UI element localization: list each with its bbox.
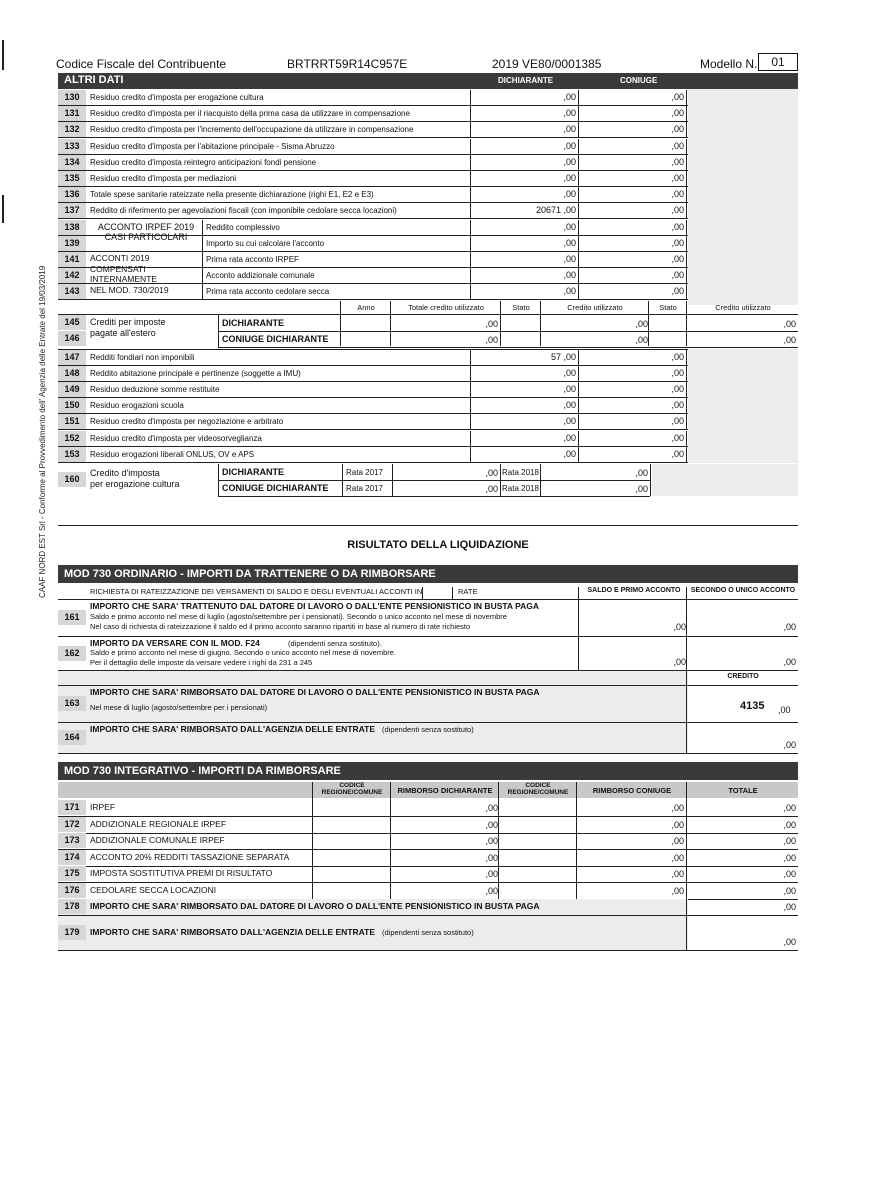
- row-number: 153: [58, 447, 86, 462]
- ce-who: DICHIARANTE: [222, 317, 284, 328]
- col-divider: [540, 301, 541, 346]
- col-divider: [686, 155, 687, 171]
- rata-label: Rata 2018: [502, 468, 539, 477]
- crediti-col-header: Anno: [357, 302, 375, 312]
- ce-credito1: ,00: [635, 318, 648, 329]
- rimb-con-value: ,00: [671, 885, 684, 896]
- integrativo-header: MOD 730 INTEGRATIVO - IMPORTI DA RIMBORSARE: [58, 762, 798, 780]
- row-label: Residuo credito d'imposta reintegro anticipazioni fondi pensione: [90, 157, 317, 167]
- col-divider: [390, 782, 391, 899]
- dichiarante-value: ,00: [563, 124, 576, 135]
- ce-totale: ,00: [485, 318, 498, 329]
- row-label: Residuo credito d'imposta per videosorveglianza: [90, 433, 262, 443]
- col-divider: [686, 431, 687, 447]
- col-divider: [392, 464, 393, 496]
- col-divider: [390, 301, 391, 346]
- data-row: [58, 398, 688, 414]
- risultato-title: RISULTATO DELLA LIQUIDAZIONE: [347, 539, 529, 551]
- col-divider: [540, 464, 541, 496]
- coniuge-value: ,00: [671, 92, 684, 102]
- data-row: [58, 106, 688, 122]
- row-number: 135: [58, 171, 86, 186]
- col-divider: [686, 284, 687, 300]
- altri-dati-title: ALTRI DATI: [64, 74, 124, 86]
- rata-label: Rata 2018: [502, 484, 539, 493]
- row-number: 145: [58, 315, 86, 330]
- codice-fiscale: BRTRRT59R14C957E: [287, 57, 408, 71]
- row-title: IMPORTO CHE SARA' TRATTENUTO DAL DATORE DI LAVORO O DALL'ENTE PENSIONISTICO IN BUSTA PAGA: [90, 601, 540, 611]
- ordinario-header: MOD 730 ORDINARIO - IMPORTI DA TRATTENERE O DA RIMBORSARE: [58, 565, 798, 583]
- separator: [58, 525, 798, 526]
- col-divider: [576, 782, 577, 899]
- rimb-dich-value: ,00: [485, 885, 498, 896]
- modello-label: Modello N.: [700, 57, 758, 71]
- row-number: 162: [58, 646, 86, 661]
- row-detail: Nel mese di luglio (agosto/settembre per i pensionati): [90, 703, 268, 712]
- dichiarante-value: ,00: [563, 221, 576, 232]
- pratica-number: 2019 VE80/0001385: [492, 57, 602, 71]
- col-divider: [202, 220, 203, 236]
- coniuge-value: ,00: [671, 108, 684, 119]
- scan-mark: [2, 195, 4, 223]
- row-number: 150: [58, 398, 86, 413]
- int-row-label: ADDIZIONALE REGIONALE IRPEF: [90, 818, 227, 829]
- row-label: Acconto addizionale comunale: [206, 271, 315, 281]
- col-divider: [686, 587, 687, 670]
- row-label: Totale spese sanitarie rateizzate nella presente dichiarazione (righi E1, E2 e E3): [90, 190, 374, 200]
- row-line: [58, 636, 798, 637]
- cultura-who: CONIUGE DICHIARANTE: [222, 483, 329, 493]
- col-divider: [686, 782, 687, 899]
- coniuge-value: ,00: [671, 156, 684, 167]
- col-divider: [686, 122, 687, 138]
- row-number: 147: [58, 350, 86, 365]
- data-row: [58, 268, 688, 284]
- row-label: Prima rata acconto cedolare secca: [206, 287, 330, 297]
- dichiarante-value: 20671 ,00: [535, 205, 576, 216]
- rata-value: ,00: [635, 468, 648, 478]
- data-row: [58, 366, 688, 382]
- rimb-dich-header: RIMBORSO DICHIARANTE: [397, 786, 493, 795]
- regione-header: REGIONE/COMUNE: [321, 789, 383, 796]
- col-divider: [500, 301, 501, 346]
- dichiarante-value: ,00: [563, 384, 576, 394]
- cultura-who: DICHIARANTE: [222, 467, 284, 477]
- row-number: 171: [58, 800, 86, 815]
- row-number: 160: [58, 472, 86, 487]
- row-number: 130: [58, 90, 86, 105]
- row-label: Residuo deduzione somme restituite: [90, 385, 220, 394]
- ce-credito2: ,00: [783, 335, 796, 346]
- row-label: Reddito di riferimento per agevolazioni fiscali (con imponibile cedolare secca locazioni): [90, 206, 397, 216]
- col-divider: [650, 464, 651, 496]
- data-row: [58, 382, 688, 398]
- coniuge-value: ,00: [671, 140, 684, 151]
- row-number: 164: [58, 730, 86, 745]
- codice-header: CODICE: [525, 782, 551, 789]
- row-number: 138: [58, 220, 86, 235]
- row-number: 132: [58, 122, 86, 137]
- col-divider: [340, 301, 341, 346]
- rimb-con-value: ,00: [671, 836, 684, 846]
- rimb-dich-value: ,00: [485, 803, 498, 813]
- row-title: IMPORTO CHE SARA' RIMBORSATO DALL'AGENZIA DELLE ENTRATE: [90, 927, 376, 937]
- data-row: [58, 220, 688, 236]
- coniuge-value: ,00: [671, 448, 684, 459]
- saldo-value: ,00: [673, 622, 686, 632]
- cultura-label: per erogazione cultura: [90, 479, 180, 489]
- row-number: 139: [58, 236, 86, 251]
- data-row: [58, 90, 688, 106]
- totale-value: ,00: [783, 869, 796, 879]
- int-row-label: IRPEF: [90, 802, 116, 812]
- row-label: Reddito abitazione principale e pertinenze (soggette a IMU): [90, 368, 301, 378]
- row-label: Residuo credito d'imposta per negoziazione e arbitrato: [90, 417, 284, 427]
- modello-number: 01: [758, 53, 798, 71]
- coniuge-value: ,00: [671, 286, 684, 297]
- rimb-dich-value: ,00: [485, 819, 498, 830]
- data-row: [58, 236, 688, 252]
- int-row-label: CEDOLARE SECCA LOCAZIONI: [90, 884, 217, 895]
- int-row-label: ADDIZIONALE COMUNALE IRPEF: [90, 835, 225, 845]
- col-divider: [686, 139, 687, 155]
- ce-credito1: ,00: [635, 335, 648, 346]
- shaded-area: [652, 464, 798, 496]
- data-row: [58, 431, 688, 447]
- row-number: 134: [58, 155, 86, 170]
- dichiarante-value: ,00: [563, 270, 576, 281]
- data-row: [58, 252, 688, 268]
- rimb-con-value: ,00: [671, 803, 684, 813]
- cultura-label: Credito d'imposta: [90, 468, 160, 478]
- row-label: Residuo credito d'imposta per l'abitazione principale - Sisma Abruzzo: [90, 141, 335, 151]
- dichiarante-value: ,00: [563, 400, 576, 411]
- cf-label: Codice Fiscale del Contribuente: [56, 57, 227, 71]
- row-label: Residuo credito d'imposta per il riacquisto della prima casa da utilizzare in compensazione: [90, 109, 410, 119]
- row-number: 174: [58, 850, 86, 865]
- col-divider: [686, 414, 687, 430]
- row-number: 136: [58, 187, 86, 202]
- credito-header: CREDITO: [727, 673, 759, 680]
- rimb-dich-value: ,00: [485, 836, 498, 846]
- col-divider: [218, 464, 219, 496]
- totale-value: ,00: [783, 852, 796, 863]
- crediti-col-header: Stato: [659, 302, 677, 312]
- row-note: (dipendenti senza sostituto): [382, 725, 474, 734]
- acconti-title: INTERNAMENTE: [90, 274, 158, 284]
- dichiarante-value: ,00: [563, 367, 576, 378]
- crediti-col-header: Credito utilizzato: [715, 302, 771, 312]
- coniuge-value: ,00: [671, 367, 684, 378]
- row-number: 179: [58, 925, 86, 940]
- data-row: [58, 350, 688, 366]
- crediti-col-header: Totale credito utilizzato: [408, 302, 484, 312]
- coniuge-value: ,00: [671, 351, 684, 362]
- altri-dati-header: [58, 73, 798, 89]
- dichiarante-value: ,00: [563, 173, 576, 183]
- rata-label: Rata 2017: [346, 468, 383, 477]
- coniuge-value: ,00: [671, 416, 684, 427]
- data-row: [58, 122, 688, 138]
- col-divider: [686, 203, 687, 219]
- col-divider: [686, 252, 687, 268]
- row-number: 133: [58, 139, 86, 154]
- row-number: 149: [58, 382, 86, 397]
- coniuge-value: ,00: [671, 432, 684, 443]
- totale-value: ,00: [783, 803, 796, 813]
- row-detail: Per il dettaglio delle imposte da versare vedere i righi da 231 a 245: [90, 658, 313, 667]
- col-divider: [202, 236, 203, 252]
- col-divider: [686, 671, 687, 753]
- saldo-header: SALDO E PRIMO ACCONTO: [587, 587, 681, 594]
- coniuge-value: ,00: [671, 270, 684, 281]
- dichiarante-value: ,00: [563, 432, 576, 443]
- rateizzazione-label: RICHIESTA DI RATEIZZAZIONE DEI VERSAMENTI DI SALDO E DEGLI EVENTUALI ACCONTI IN: [90, 587, 423, 596]
- col-divider: [202, 252, 203, 268]
- row-note: (dipendenti senza sostituto): [382, 928, 474, 937]
- dichiarante-value: ,00: [563, 156, 576, 167]
- ce-credito2: ,00: [783, 318, 796, 329]
- dichiarante-value: 57 ,00: [550, 351, 576, 362]
- totale-header: TOTALE: [728, 786, 758, 795]
- rimb-con-value: ,00: [671, 852, 684, 863]
- saldo-value: ,00: [673, 657, 686, 667]
- col-divider: [686, 366, 687, 382]
- dichiarante-value: ,00: [563, 189, 576, 200]
- dichiarante-value: ,00: [563, 286, 576, 297]
- row-title: IMPORTO CHE SARA' RIMBORSATO DAL DATORE DI LAVORO O DALL'ENTE PENSIONISTICO IN BUSTA PAGA: [90, 687, 540, 697]
- coniuge-value: ,00: [671, 237, 684, 248]
- col-divider: [686, 236, 687, 252]
- totale-value: ,00: [783, 819, 796, 830]
- dichiarante-value: ,00: [563, 108, 576, 119]
- data-row: [58, 203, 688, 219]
- data-row: [58, 414, 688, 430]
- row-label: Residuo credito d'imposta per erogazione cultura: [90, 93, 264, 102]
- row-label: Prima rata acconto IRPEF: [206, 255, 299, 264]
- col-divider: [202, 268, 203, 284]
- dichiarante-value: ,00: [563, 416, 576, 427]
- row-detail: Nel caso di richiesta di rateizzazione il saldo ed il primo acconto saranno ripartiti in base al numero di rate richiesto: [90, 622, 471, 631]
- dichiarante-value: ,00: [563, 254, 576, 264]
- row-note: (dipendenti senza sostituto).: [288, 639, 382, 648]
- col-divider: [686, 171, 687, 187]
- row-number: 141: [58, 252, 86, 267]
- col-divider: [500, 464, 501, 496]
- crediti-col-header: Credito utilizzato: [567, 302, 623, 312]
- col-divider: [686, 398, 687, 414]
- rimborso-value: ,00: [783, 902, 796, 912]
- coniuge-value: ,00: [671, 189, 684, 200]
- row-label: Residuo credito d'imposta per mediazioni: [90, 174, 237, 183]
- secondo-value: ,00: [783, 657, 796, 667]
- rimb-con-value: ,00: [671, 819, 684, 830]
- row-number: 137: [58, 203, 86, 218]
- int-row-label: ACCONTO 20% REDDITI TASSAZIONE SEPARATA: [90, 851, 290, 862]
- secondo-header: SECONDO O UNICO ACCONTO: [690, 587, 796, 594]
- rimb-dich-value: ,00: [485, 869, 498, 879]
- row-label: Importo su cui calcolare l'acconto: [206, 238, 325, 248]
- totale-value: ,00: [783, 836, 796, 846]
- col-divider: [686, 350, 687, 366]
- row-number: 151: [58, 414, 86, 429]
- rata-label: Rata 2017: [346, 484, 383, 493]
- row-line: [58, 950, 798, 951]
- row-label: Residuo credito d'imposta per l'incremento dell'occupazione da utilizzare in compensazione: [90, 125, 414, 135]
- coniuge-value: ,00: [671, 221, 684, 232]
- crediti-label: Crediti per imposte: [90, 316, 166, 327]
- row-title: IMPORTO CHE SARA' RIMBORSATO DALL'AGENZIA DELLE ENTRATE: [90, 724, 376, 734]
- col-divider: [312, 782, 313, 899]
- rimborso-value: ,00: [783, 740, 796, 750]
- credito-value: 4135: [740, 700, 765, 712]
- acconti-title: ACCONTI 2019: [90, 253, 150, 263]
- regione-header: REGIONE/COMUNE: [507, 789, 569, 796]
- shaded-area: [58, 671, 688, 685]
- acconto-subtitle: CASI PARTICOLARI: [104, 231, 188, 242]
- row-number: 148: [58, 366, 86, 381]
- codice-header: CODICE: [339, 782, 365, 789]
- col-divider: [578, 587, 579, 670]
- data-row: [58, 139, 688, 155]
- row-number: 152: [58, 431, 86, 446]
- row-number: 131: [58, 106, 86, 121]
- rimborso-value: ,00: [783, 937, 796, 947]
- col-divider: [342, 464, 343, 496]
- rata-value: ,00: [635, 484, 648, 494]
- row-number: 172: [58, 817, 86, 832]
- col-divider: [422, 587, 423, 599]
- int-row-label: IMPOSTA SOSTITUTIVA PREMI DI RISULTATO: [90, 868, 273, 878]
- coniuge-value: ,00: [671, 173, 684, 183]
- rate-label: RATE: [458, 587, 478, 596]
- row-number: 176: [58, 883, 86, 898]
- rimb-con-header: RIMBORSO CONIUGE: [592, 786, 672, 795]
- crediti-col-header: Stato: [512, 302, 530, 312]
- row-number: 173: [58, 833, 86, 848]
- acconti-title: COMPENSATI: [90, 263, 146, 274]
- row-label: Reddito complessivo: [206, 222, 280, 232]
- row-number: 143: [58, 284, 86, 299]
- coniuge-value: ,00: [671, 254, 684, 264]
- rimb-con-value: ,00: [671, 869, 684, 879]
- rimb-dich-value: ,00: [485, 852, 498, 863]
- col-divider: [686, 268, 687, 284]
- row-number: 178: [58, 899, 86, 914]
- secondo-value: ,00: [783, 622, 796, 632]
- col-divider: [686, 106, 687, 122]
- dichiarante-value: ,00: [563, 140, 576, 151]
- col-coniuge: CONIUGE: [620, 76, 658, 85]
- col-divider: [452, 587, 453, 599]
- col-divider: [686, 447, 687, 463]
- totale-value: ,00: [783, 885, 796, 896]
- row-label: Residuo erogazioni liberali ONLUS, OV e APS: [90, 449, 255, 459]
- col-divider: [686, 90, 687, 106]
- col-divider: [686, 187, 687, 203]
- row-label: Residuo erogazioni scuola: [90, 401, 184, 411]
- shaded-area: [688, 349, 798, 463]
- col-divider: [202, 284, 203, 300]
- col-divider: [648, 301, 649, 346]
- row-label: Redditi fondiari non imponibili: [90, 352, 195, 362]
- row-line: [58, 599, 798, 600]
- data-row: [58, 171, 688, 187]
- coniuge-value: ,00: [671, 384, 684, 394]
- col-dichiarante: DICHIARANTE: [498, 76, 554, 85]
- ce-who: CONIUGE DICHIARANTE: [222, 334, 329, 345]
- data-row: [58, 284, 688, 300]
- col-divider: [686, 382, 687, 398]
- row-title: IMPORTO DA VERSARE CON IL MOD. F24: [90, 638, 260, 648]
- side-caption: CAAF NORD EST Srl - Conforme al Provvedimento dell' Agenzia delle Entrate del 19/03/2019: [38, 265, 47, 598]
- row-line: [218, 496, 650, 497]
- row-number: 146: [58, 331, 86, 346]
- col-divider: [686, 899, 687, 950]
- acconti-title: NEL MOD. 730/2019: [90, 284, 169, 295]
- col-divider: [686, 301, 687, 346]
- row-detail: Saldo e primo acconto nel mese di luglio (agosto/settembre per i pensionati). Secondo o unico acconto nel mese di novembre: [90, 612, 507, 621]
- coniuge-value: ,00: [671, 400, 684, 411]
- row-number: 163: [58, 696, 86, 711]
- ce-totale: ,00: [485, 335, 498, 346]
- credito-decimals: ,00: [778, 705, 791, 715]
- row-detail: Saldo e primo acconto nel mese di giugno. Secondo o unico acconto nel mese di novembre.: [90, 648, 397, 657]
- acconto-title: ACCONTO IRPEF 2019: [97, 221, 195, 232]
- row-number: 142: [58, 268, 86, 283]
- row-number: 175: [58, 866, 86, 881]
- data-row: [58, 187, 688, 203]
- col-divider: [686, 220, 687, 236]
- scan-mark: [2, 40, 4, 70]
- dichiarante-value: ,00: [563, 448, 576, 459]
- rata-value: ,00: [485, 484, 498, 494]
- row-title: IMPORTO CHE SARA' RIMBORSATO DAL DATORE DI LAVORO O DALL'ENTE PENSIONISTICO IN BUSTA PAGA: [90, 901, 540, 911]
- data-row: [58, 155, 688, 171]
- col-divider: [498, 782, 499, 899]
- coniuge-value: ,00: [671, 205, 684, 216]
- shaded-area: [688, 89, 798, 305]
- row-number: 161: [58, 610, 86, 625]
- coniuge-value: ,00: [671, 124, 684, 135]
- row-line: [58, 753, 798, 754]
- dichiarante-value: ,00: [563, 237, 576, 248]
- crediti-label: pagate all'estero: [90, 327, 156, 338]
- col-divider: [218, 315, 219, 348]
- rata-value: ,00: [485, 468, 498, 478]
- data-row: [58, 447, 688, 463]
- dichiarante-value: ,00: [563, 92, 576, 102]
